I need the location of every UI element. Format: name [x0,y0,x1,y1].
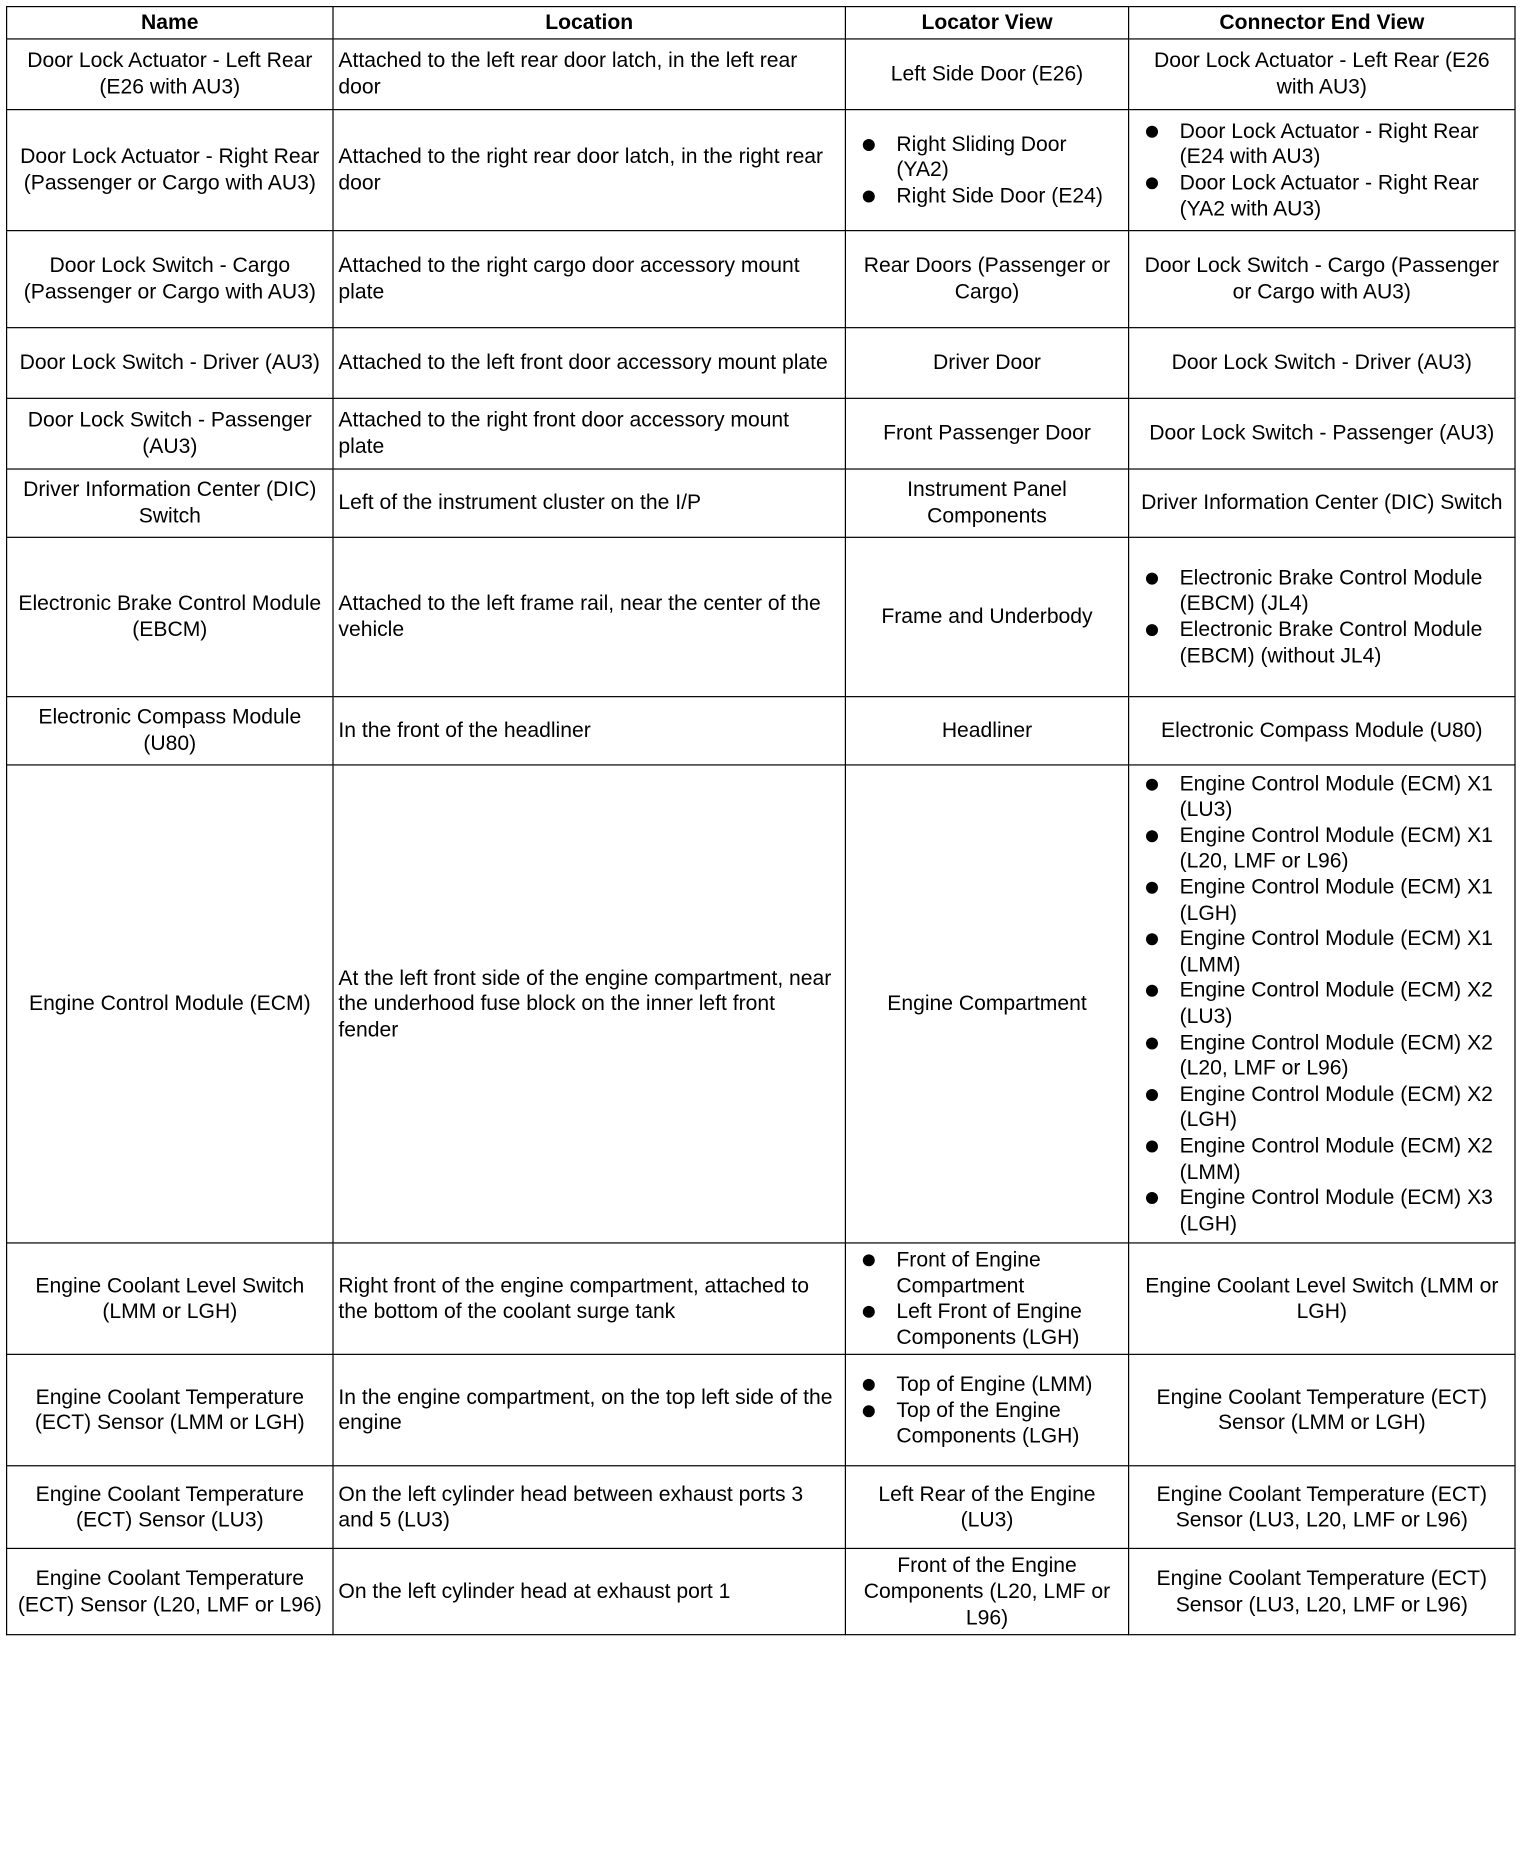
cell-text: Door Lock Switch - Passenger (AU3) [1149,420,1495,445]
cell-locator-view [845,231,1128,328]
cell-locator-view [845,537,1128,696]
bullet-item-text: Door Lock Actuator - Right Rear (YA2 with AU3) [1179,170,1479,220]
cell-name: Door Lock Switch - Passenger (AU3) [7,398,333,469]
cell-location: At the left front side of the engine compartment, near the underhood fuse block on the inner left front fender [333,765,845,1243]
bullet-item [851,183,1123,209]
bullet-list [1134,118,1510,221]
bullet-item-text: Right Side Door (E24) [896,183,1103,208]
cell-location: Attached to the left frame rail, near the center of the vehicle [333,537,845,696]
bullet-item-text: Electronic Brake Control Module (EBCM) (without JL4) [1179,616,1483,667]
bullet-item-text: Engine Control Module (ECM) X1 (LGH) [1179,874,1493,925]
cell-location: Attached to the right rear door latch, in the right rear door [333,110,845,231]
cell-locator-view [845,398,1128,469]
table-row [7,1243,1515,1355]
cell-text: Headliner [941,717,1033,742]
cell-text: Engine Coolant Temperature (ECT) Sensor (LU3, L20, LMF or L96) [1156,1481,1488,1532]
bullet-item-text: Electronic Brake Control Module (EBCM) (JL4) [1179,565,1483,616]
cell-connector-end-view [1129,328,1515,399]
cell-locator-view [845,110,1128,231]
bullet-item-text: Engine Control Module (ECM) X2 (LU3) [1179,978,1493,1028]
cell-text: Frame and Underbody [881,604,1093,629]
cell-location: Attached to the left front door accessory mount plate [333,328,845,399]
cell-name: Door Lock Switch - Cargo (Passenger or Cargo with AU3) [7,231,333,328]
bullet-list [851,1247,1123,1350]
table-row [7,328,1515,399]
cell-name: Engine Control Module (ECM) [7,765,333,1243]
header-locator-view: Locator View [845,7,1128,39]
cell-locator-view [845,1466,1128,1549]
bullet-list [1134,565,1510,668]
table-row [7,110,1515,231]
cell-locator-view [845,765,1128,1243]
bullet-item-text: Left Front of Engine Components (LGH) [896,1298,1082,1349]
cell-text: Electronic Compass Module (U80) [1161,717,1483,742]
cell-name: Engine Coolant Temperature (ECT) Sensor (L20, LMF or L96) [7,1549,333,1635]
cell-location: In the engine compartment, on the top left side of the engine [333,1355,845,1466]
cell-name: Driver Information Center (DIC) Switch [7,469,333,537]
bullet-item [1134,617,1510,669]
bullet-item [1134,170,1510,222]
cell-text: Front of the Engine Components (L20, LMF or L96) [863,1553,1111,1629]
cell-text: Door Lock Actuator - Left Rear (E26 with AU3) [1153,48,1490,99]
bullet-item-text: Engine Control Module (ECM) X2 (LGH) [1179,1081,1493,1132]
cell-location: Attached to the left rear door latch, in the left rear door [333,39,845,110]
table-row [7,469,1515,537]
bullet-item-text: Front of Engine Compartment [896,1247,1041,1297]
bullet-item-text: Engine Control Module (ECM) X3 (LGH) [1179,1185,1493,1235]
cell-name: Engine Coolant Temperature (ECT) Sensor (LMM or LGH) [7,1355,333,1466]
cell-location: Left of the instrument cluster on the I/P [333,469,845,537]
bullet-list [1134,771,1510,1237]
component-locator-table [6,6,1516,1635]
cell-locator-view [845,697,1128,765]
header-name: Name [7,7,333,39]
cell-text: Door Lock Switch - Driver (AU3) [1171,350,1472,375]
table-body [7,39,1515,1635]
bullet-item [851,1299,1123,1351]
cell-connector-end-view [1129,39,1515,110]
bullet-item [851,1398,1123,1450]
bullet-item [1134,771,1510,823]
table-row [7,697,1515,765]
cell-name: Electronic Compass Module (U80) [7,697,333,765]
cell-connector-end-view [1129,1549,1515,1635]
cell-text: Instrument Panel Components [907,477,1067,528]
cell-locator-view [845,469,1128,537]
cell-locator-view [845,1243,1128,1355]
bullet-item-text: Engine Control Module (ECM) X2 (LMM) [1179,1133,1493,1184]
cell-location: In the front of the headliner [333,697,845,765]
cell-name: Engine Coolant Temperature (ECT) Sensor (LU3) [7,1466,333,1549]
cell-location: Attached to the right front door accessory mount plate [333,398,845,469]
table-row [7,398,1515,469]
cell-connector-end-view [1129,697,1515,765]
bullet-item [1134,926,1510,978]
cell-connector-end-view [1129,231,1515,328]
cell-locator-view [845,328,1128,399]
bullet-item-text: Right Sliding Door (YA2) [896,131,1067,182]
cell-connector-end-view [1129,1243,1515,1355]
bullet-list [851,131,1123,209]
table-row [7,537,1515,696]
cell-connector-end-view [1129,1355,1515,1466]
cell-location: On the left cylinder head between exhaust ports 3 and 5 (LU3) [333,1466,845,1549]
bullet-item [1134,565,1510,617]
cell-text: Engine Coolant Temperature (ECT) Sensor (LU3, L20, LMF or L96) [1156,1566,1488,1616]
cell-text: Engine Coolant Level Switch (LMM or LGH) [1145,1272,1499,1323]
cell-connector-end-view [1129,537,1515,696]
bullet-item-text: Engine Control Module (ECM) X2 (L20, LMF or L96) [1179,1029,1493,1080]
cell-name: Engine Coolant Level Switch (LMM or LGH) [7,1243,333,1355]
table-row [7,1466,1515,1549]
cell-locator-view [845,1355,1128,1466]
table-row [7,39,1515,110]
table-row [7,765,1515,1243]
bullet-item-text: Top of Engine (LMM) [896,1371,1093,1396]
cell-connector-end-view [1129,469,1515,537]
cell-text: Left Side Door (E26) [890,61,1084,86]
cell-location: Right front of the engine compartment, attached to the bottom of the coolant surge tank [333,1243,845,1355]
cell-connector-end-view [1129,398,1515,469]
bullet-item-text: Engine Control Module (ECM) X1 (LMM) [1179,926,1493,977]
cell-locator-view [845,1549,1128,1635]
bullet-item-text: Top of the Engine Components (LGH) [896,1397,1080,1448]
cell-connector-end-view [1129,1466,1515,1549]
cell-text: Driver Door [933,350,1041,375]
cell-connector-end-view [1129,765,1515,1243]
cell-text: Driver Information Center (DIC) Switch [1141,490,1503,515]
bullet-item [851,1372,1123,1398]
header-row [7,7,1515,39]
header-location: Location [333,7,845,39]
cell-locator-view [845,39,1128,110]
cell-connector-end-view [1129,110,1515,231]
cell-name: Door Lock Switch - Driver (AU3) [7,328,333,399]
bullet-item [1134,118,1510,170]
cell-text: Rear Doors (Passenger or Cargo) [863,253,1111,304]
bullet-item [1134,875,1510,927]
bullet-item [1134,1082,1510,1134]
bullet-item [1134,1133,1510,1185]
bullet-item-text: Engine Control Module (ECM) X1 (L20, LMF or L96) [1179,822,1493,873]
cell-name: Electronic Brake Control Module (EBCM) [7,537,333,696]
header-connector-end-view: Connector End View [1129,7,1515,39]
bullet-item [1134,978,1510,1030]
table-row [7,231,1515,328]
cell-location: Attached to the right cargo door accessory mount plate [333,231,845,328]
table-row [7,1355,1515,1466]
cell-text: Front Passenger Door [883,420,1091,445]
bullet-list [851,1372,1123,1450]
cell-text: Door Lock Switch - Cargo (Passenger or Cargo with AU3) [1144,253,1499,304]
cell-text: Engine Compartment [887,990,1087,1015]
bullet-item [1134,1185,1510,1237]
cell-location: On the left cylinder head at exhaust port 1 [333,1549,845,1635]
bullet-item [1134,823,1510,875]
cell-text: Left Rear of the Engine (LU3) [878,1481,1096,1532]
cell-text: Engine Coolant Temperature (ECT) Sensor (LMM or LGH) [1156,1384,1488,1435]
bullet-item [851,131,1123,183]
cell-name: Door Lock Actuator - Left Rear (E26 with AU3) [7,39,333,110]
table-row [7,1549,1515,1635]
bullet-item [851,1247,1123,1299]
document-page [6,6,1520,1635]
cell-name: Door Lock Actuator - Right Rear (Passenger or Cargo with AU3) [7,110,333,231]
bullet-item [1134,1030,1510,1082]
bullet-item-text: Engine Control Module (ECM) X1 (LU3) [1179,771,1493,821]
bullet-item-text: Door Lock Actuator - Right Rear (E24 with AU3) [1179,118,1479,169]
